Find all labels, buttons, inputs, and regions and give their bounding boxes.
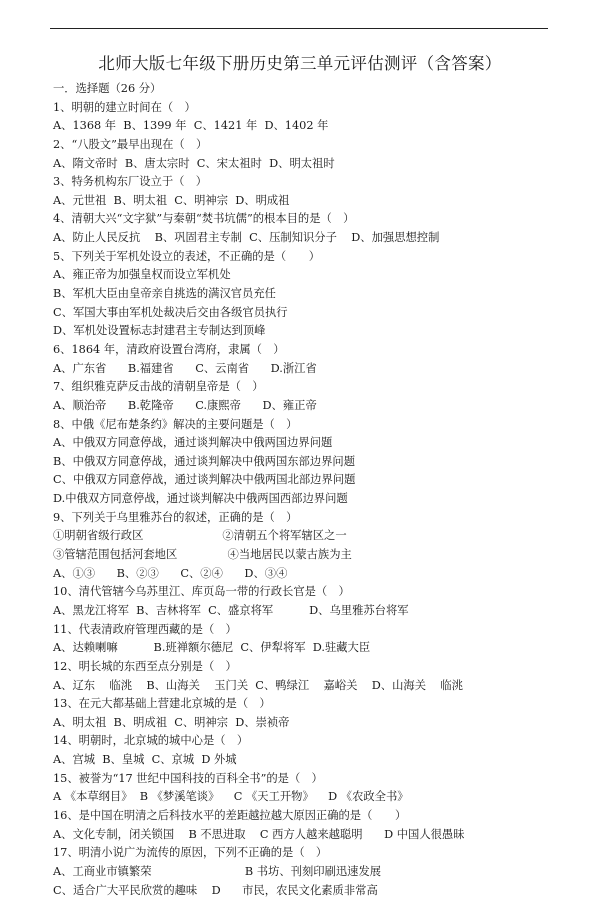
question-line: 6、1864 年，清政府设置台湾府，隶属（ ） (53, 342, 285, 356)
document-title: 北师大版七年级下册历史第三单元评估测评（含答案） (98, 54, 502, 73)
question-line: D.中俄双方同意停战，通过谈判解决中俄两国西部边界问题 (53, 492, 348, 506)
question-line: 14、明朝时，北京城的城中心是（ ） (53, 734, 249, 748)
question-line: 5、下列关于军机处设立的表述，不正确的是（ ） (53, 249, 321, 263)
question-line: A、中俄双方同意停战，通过谈判解决中俄两国边界问题 (53, 436, 333, 450)
question-line: A、工商业市镇繁荣 B 书坊、刊刻印刷迅速发展 (53, 864, 382, 878)
question-line: ③管辖范围包括河套地区 ④当地居民以蒙古族为主 (53, 548, 352, 562)
question-line: 12、明长城的东西至点分别是（ ） (53, 659, 237, 673)
question-list (53, 80, 573, 900)
question-line: A、宫城 B、皇城 C、京城 D 外城 (53, 753, 237, 767)
question-line: 2、“八股文”最早出现在（ ） (53, 137, 208, 151)
question-line: C、中俄双方同意停战，通过谈判解决中俄两国北部边界问题 (53, 473, 356, 487)
question-line: A、广东省 B.福建省 C、云南省 D.浙江省 (53, 361, 317, 375)
question-line: A 《本草纲目》 B 《梦溪笔谈》 C 《天工开物》 D 《农政全书》 (53, 790, 409, 804)
question-line: 16、是中国在明清之后科技水平的差距越拉越大原因正确的是（ ） (53, 808, 407, 822)
header-rule (50, 28, 548, 29)
question-line: 17、明清小说广为流传的原因，下列不正确的是（ ） (53, 846, 328, 860)
question-line: ①明朝省级行政区 ②清朝五个将军辖区之一 (53, 529, 347, 543)
question-line: A、达赖喇嘛 B.班禅额尔德尼 C、伊犁将军 D.驻藏大臣 (53, 641, 371, 655)
question-line: A、顺治帝 B.乾隆帝 C.康熙帝 D、雍正帝 (53, 398, 317, 412)
question-line: 13、在元大都基础上营建北京城的是（ ） (53, 697, 271, 711)
question-line: A、①③ B、②③ C、②④ D、③④ (53, 566, 288, 580)
question-line: A、防止人民反抗 B、巩固君主专制 C、压制知识分子 D、加强思想控制 (53, 231, 440, 245)
question-line: D、军机处设置标志封建君主专制达到顶峰 (53, 324, 266, 338)
question-line: C、军国大事由军机处裁决后交由各级官员执行 (53, 305, 288, 319)
question-line: A、文化专制，闭关锁国 B 不思进取 C 西方人越来越聪明 D 中国人很愚昧 (53, 827, 465, 841)
question-line: 4、清朝大兴“文字狱”与秦朝“焚书坑儒”的根本目的是（ ） (53, 212, 355, 226)
question-line: 8、中俄《尼布楚条约》解决的主要问题是（ ） (53, 417, 298, 431)
question-line: 7、组织雅克萨反击战的清朝皇帝是（ ） (53, 380, 264, 394)
question-line: 一．选择题（26 分） (53, 82, 162, 95)
question-line: 1、明朝的建立时间在（ ） (53, 100, 196, 114)
question-line: 10、清代管辖今乌苏里江、库页岛一带的行政长官是（ ） (53, 585, 350, 599)
question-line: A、辽东 临洮 B、山海关 玉门关 C、鸭绿江 嘉峪关 D、山海关 临洮 (53, 678, 463, 692)
question-line: A、明太祖 B、明成祖 C、明神宗 D、崇祯帝 (53, 715, 290, 729)
question-line: 9、下列关于乌里雅苏台的叙述，正确的是（ ） (53, 510, 298, 524)
question-line: 11、代表清政府管理西藏的是（ ） (53, 622, 237, 636)
question-line: 15、被誉为“17 世纪中国科技的百科全书”的是（ ） (53, 771, 323, 785)
question-line: A、隋文帝时 B、唐太宗时 C、宋太祖时 D、明太祖时 (53, 156, 335, 170)
question-line: 3、特务机构东厂设立于（ ） (53, 175, 208, 189)
question-line: A、雍正帝为加强皇权而设立军机处 (53, 268, 231, 282)
question-line: A、1368 年 B、1399 年 C、1421 年 D、1402 年 (53, 119, 329, 133)
question-line: A、元世祖 B、明太祖 C、明神宗 D、明成祖 (53, 193, 290, 207)
question-line: B、军机大臣由皇帝亲自挑选的满汉官员充任 (53, 287, 276, 301)
question-line: C、适合广大平民欣赏的趣味 D 市民，农民文化素质非常高 (53, 883, 378, 897)
question-line: A、黑龙江将军 B、吉林将军 C、盛京将军 D、乌里雅苏台将军 (53, 603, 409, 617)
question-line: B、中俄双方同意停战，通过谈判解决中俄两国东部边界问题 (53, 454, 356, 468)
